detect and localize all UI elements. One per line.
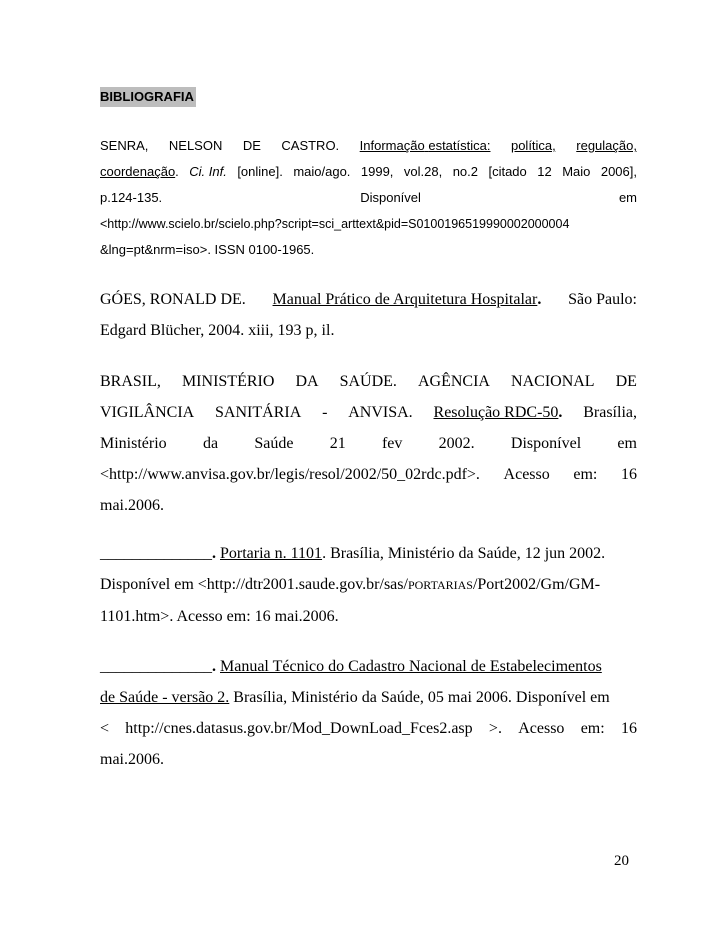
entry-line bbox=[100, 159, 637, 185]
entry-word: < bbox=[100, 720, 110, 737]
section-heading: BIBLIOGRAFIA bbox=[100, 87, 196, 107]
entry-word: p.124-135. bbox=[100, 190, 163, 205]
entry-word: 1999, bbox=[360, 164, 394, 179]
entry-line bbox=[100, 459, 637, 490]
entry-text: /Port2002/Gm/GM- bbox=[472, 576, 601, 593]
entry-word: em bbox=[618, 190, 637, 205]
entry-word: Brasília, bbox=[583, 404, 637, 421]
punctuation: . bbox=[212, 658, 216, 675]
entry-word: da bbox=[202, 435, 219, 452]
entry-line bbox=[100, 428, 637, 459]
entry-word: [online]. bbox=[237, 164, 283, 179]
entry-word: BRASIL, bbox=[100, 373, 161, 390]
entry-line: Edgard Blücher, 2004. xiii, 193 p, il. bbox=[100, 322, 335, 339]
entry-word: em: bbox=[580, 720, 605, 737]
entry-word: >. bbox=[488, 720, 502, 737]
entry-word: vol.28, bbox=[403, 164, 443, 179]
entry-word: fev bbox=[381, 435, 403, 452]
entry-word: DE bbox=[615, 373, 637, 390]
document-title: Resolução RDC-50 bbox=[433, 404, 559, 421]
entry-line bbox=[100, 397, 637, 428]
entry-word: em bbox=[617, 435, 637, 452]
repeated-author-line: ______________ bbox=[100, 658, 212, 675]
entry-word: Disponível bbox=[510, 435, 582, 452]
entry-word: NACIONAL bbox=[511, 373, 595, 390]
entry-word: VIGILÂNCIA bbox=[100, 404, 195, 421]
entry-line bbox=[100, 651, 637, 682]
author: GÓES, RONALD DE. bbox=[100, 291, 246, 308]
entry-word: - bbox=[322, 404, 328, 421]
document-title: Manual Técnico do Cadastro Nacional de Estabelecimentos bbox=[220, 658, 602, 675]
entry-line: mai.2006. bbox=[100, 497, 164, 514]
entry-word: 16 bbox=[620, 466, 637, 483]
entry-line bbox=[100, 284, 637, 315]
entry-line bbox=[100, 682, 637, 713]
entry-word: 2002. bbox=[438, 435, 475, 452]
entry-line bbox=[100, 569, 637, 601]
entry-word: SENRA, bbox=[100, 138, 149, 153]
bibliography-entry-cnes bbox=[100, 651, 637, 775]
entry-word: AGÊNCIA bbox=[417, 373, 490, 390]
entry-word: SAÚDE. bbox=[339, 373, 397, 390]
entry-word: 12 bbox=[537, 164, 552, 179]
punctuation: . bbox=[212, 545, 216, 562]
entry-text: . Brasília, Ministério da Saúde, 12 jun 2002. bbox=[322, 545, 606, 562]
entry-word: [citado bbox=[488, 164, 527, 179]
entry-word: NELSON bbox=[168, 138, 223, 153]
entry-word: DA bbox=[295, 373, 319, 390]
entry-word: ANVISA. bbox=[348, 404, 413, 421]
bibliography-entry-senra bbox=[100, 133, 637, 263]
document-title: Portaria n. 1101 bbox=[220, 545, 323, 562]
title-word: coordenação bbox=[100, 164, 176, 179]
page-number: 20 bbox=[614, 853, 629, 869]
title-word: Informação bbox=[359, 138, 425, 153]
entry-word: Ministério bbox=[100, 435, 167, 452]
entry-word: Acesso bbox=[518, 720, 565, 737]
bibliography-entry-portaria bbox=[100, 538, 637, 632]
entry-word: no.2 bbox=[452, 164, 478, 179]
entry-word: CASTRO. bbox=[281, 138, 340, 153]
title-word: política, bbox=[510, 138, 556, 153]
bibliography-entry-anvisa bbox=[100, 366, 637, 521]
entry-word: Disponível bbox=[360, 190, 421, 205]
repeated-author-line: ______________ bbox=[100, 545, 212, 562]
entry-word: Acesso bbox=[503, 466, 550, 483]
entry-line bbox=[100, 366, 637, 397]
journal-name: Ci. Inf. bbox=[189, 164, 227, 179]
url-text: http://cnes.datasus.gov.br/Mod_DownLoad_Fces2.asp bbox=[125, 720, 473, 737]
entry-line bbox=[100, 538, 637, 569]
entry-line: &lng=pt&nrm=iso>. ISSN 0100-1965. bbox=[100, 242, 315, 257]
entry-word: 16 bbox=[620, 720, 637, 737]
entry-word: maio/ago. bbox=[293, 164, 351, 179]
title-word: estatística: bbox=[428, 138, 491, 153]
entry-word: MINISTÉRIO bbox=[181, 373, 275, 390]
entry-text: PORTARIAS bbox=[407, 578, 473, 592]
book-title: Manual Prático de Arquitetura Hospitalar bbox=[272, 291, 538, 308]
entry-line bbox=[100, 713, 637, 744]
entry-word: 2006], bbox=[600, 164, 637, 179]
entry-word: Saúde bbox=[254, 435, 294, 452]
punctuation: . bbox=[558, 404, 563, 421]
publisher-place: São Paulo: bbox=[568, 291, 637, 308]
punctuation: . bbox=[175, 164, 179, 179]
url-line: <http://www.scielo.br/scielo.php?script=sci_arttext&pid=S0100196519990002000004 bbox=[100, 217, 570, 231]
entry-line: mai.2006. bbox=[100, 751, 164, 768]
entry-text: Brasília, Ministério da Saúde, 05 mai 2006. Disponível em bbox=[229, 689, 610, 706]
document-title: de Saúde - versão 2. bbox=[100, 689, 230, 706]
entry-word: 21 bbox=[329, 435, 346, 452]
entry-line: 1101.htm>. Acesso em: 16 mai.2006. bbox=[100, 608, 339, 625]
title-word: regulação, bbox=[576, 138, 637, 153]
entry-text: Disponível em <http://dtr2001.saude.gov.br/sas/ bbox=[100, 576, 408, 593]
entry-word: SANITÁRIA bbox=[215, 404, 302, 421]
url-text: <http://www.anvisa.gov.br/legis/resol/2002/50_02rdc.pdf>. bbox=[100, 466, 480, 483]
bibliography-entry-goes bbox=[100, 284, 637, 346]
entry-word: Maio bbox=[562, 164, 591, 179]
punctuation: . bbox=[537, 291, 542, 308]
entry-word: em: bbox=[573, 466, 598, 483]
entry-word: DE bbox=[242, 138, 261, 153]
entry-line bbox=[100, 185, 637, 211]
entry-line bbox=[100, 133, 637, 159]
